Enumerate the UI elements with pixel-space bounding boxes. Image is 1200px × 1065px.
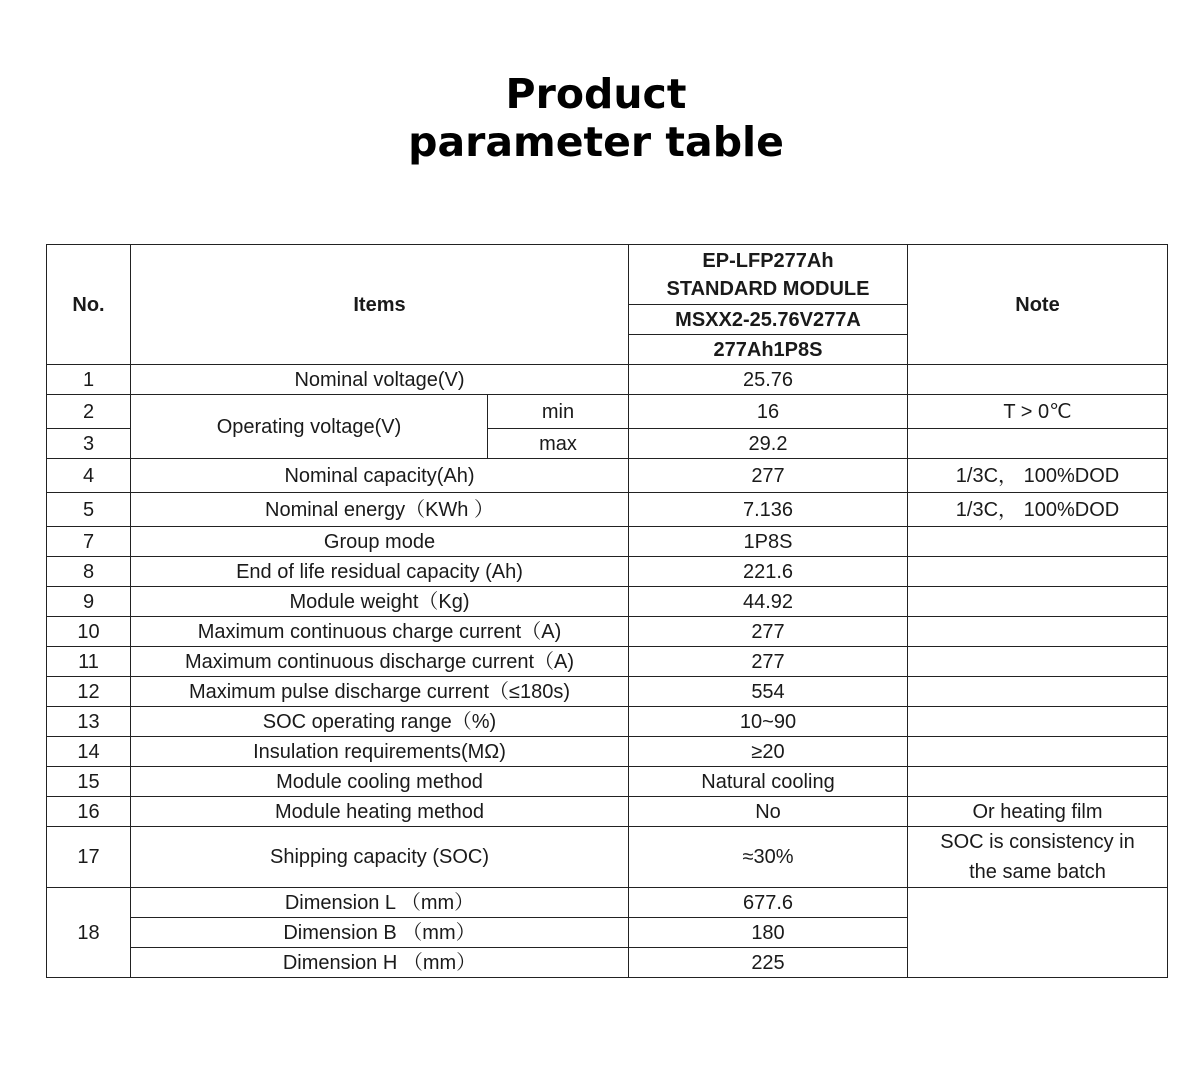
row-no: 15 [47,767,131,797]
page-title-line1: Product [505,70,687,118]
table-row [47,888,1168,918]
row-note [908,677,1168,707]
row-value: No [629,797,908,827]
row-item: Maximum pulse discharge current（≤180s) [131,677,629,707]
row-value: Natural cooling [629,767,908,797]
row-no: 11 [47,647,131,677]
row-no: 8 [47,557,131,587]
row-note-line2: the same batch [969,861,1106,883]
row-note [908,557,1168,587]
row-note-line1: SOC is consistency in [940,831,1135,853]
table-row [47,617,1168,647]
table-row [47,527,1168,557]
row-item: Maximum continuous charge current（A) [131,617,629,647]
row-value: 180 [629,918,908,948]
header-row [47,245,1168,305]
row-note [908,827,1168,888]
row-no: 18 [47,888,131,978]
row-value: 677.6 [629,888,908,918]
row-note [908,365,1168,395]
row-note [908,429,1168,459]
row-note [908,617,1168,647]
row-item: Insulation requirements(MΩ) [131,737,629,767]
page-title-line2: parameter table [408,118,784,166]
header-note: Note [908,245,1168,365]
row-item: Dimension B （mm） [131,918,629,948]
row-item: Dimension H （mm） [131,948,629,978]
row-item: Operating voltage(V) [131,395,488,459]
table-row [47,365,1168,395]
header-items: Items [131,245,629,365]
row-value: ≈30% [629,827,908,888]
row-no: 13 [47,707,131,737]
row-no: 10 [47,617,131,647]
row-value: 277 [629,617,908,647]
table-row [47,647,1168,677]
table-row [47,557,1168,587]
row-item: SOC operating range（%) [131,707,629,737]
row-value: 10~90 [629,707,908,737]
row-item: End of life residual capacity (Ah) [131,557,629,587]
row-no: 5 [47,493,131,527]
row-note: Or heating film [908,797,1168,827]
row-no: 12 [47,677,131,707]
row-item: Module heating method [131,797,629,827]
row-subitem: max [488,429,629,459]
row-item: Maximum continuous discharge current（A) [131,647,629,677]
row-no: 7 [47,527,131,557]
table-row [47,767,1168,797]
row-note: T > 0℃ [908,395,1168,429]
row-item: Group mode [131,527,629,557]
row-item: Module cooling method [131,767,629,797]
row-no: 16 [47,797,131,827]
row-value: ≥20 [629,737,908,767]
row-value: 44.92 [629,587,908,617]
header-model-line4: 277Ah1P8S [629,335,908,365]
row-item: Shipping capacity (SOC) [131,827,629,888]
header-model-name [629,245,908,305]
table-row [47,493,1168,527]
row-note [908,888,1168,978]
product-parameter-table [46,244,1168,978]
header-model-line3: MSXX2-25.76V277A [629,305,908,335]
row-item: Dimension L （mm） [131,888,629,918]
row-value: 277 [629,647,908,677]
row-note [908,707,1168,737]
row-no: 2 [47,395,131,429]
row-note: 1/3C， 100%DOD [908,459,1168,493]
row-note [908,767,1168,797]
table-row [47,677,1168,707]
row-subitem: min [488,395,629,429]
header-model-line1: EP-LFP277Ah [702,249,834,272]
table-row [47,707,1168,737]
row-value: 277 [629,459,908,493]
row-item: Nominal voltage(V) [131,365,629,395]
row-value: 225 [629,948,908,978]
row-note [908,587,1168,617]
row-note [908,527,1168,557]
page-title [0,70,1192,166]
row-value: 221.6 [629,557,908,587]
row-value: 16 [629,395,908,429]
row-item: Nominal energy（KWh ） [131,493,629,527]
row-note [908,647,1168,677]
row-note: 1/3C， 100%DOD [908,493,1168,527]
header-no: No. [47,245,131,365]
row-no: 17 [47,827,131,888]
row-no: 14 [47,737,131,767]
row-item: Module weight（Kg) [131,587,629,617]
table-row [47,827,1168,888]
row-value: 1P8S [629,527,908,557]
row-no: 3 [47,429,131,459]
row-no: 9 [47,587,131,617]
row-value: 29.2 [629,429,908,459]
table-row [47,797,1168,827]
row-item: Nominal capacity(Ah) [131,459,629,493]
row-value: 25.76 [629,365,908,395]
row-value: 554 [629,677,908,707]
row-note [908,737,1168,767]
table-row [47,587,1168,617]
table-row [47,459,1168,493]
row-value: 7.136 [629,493,908,527]
row-no: 4 [47,459,131,493]
table-row [47,737,1168,767]
row-no: 1 [47,365,131,395]
table-row [47,395,1168,429]
header-model-line2: STANDARD MODULE [666,277,870,300]
